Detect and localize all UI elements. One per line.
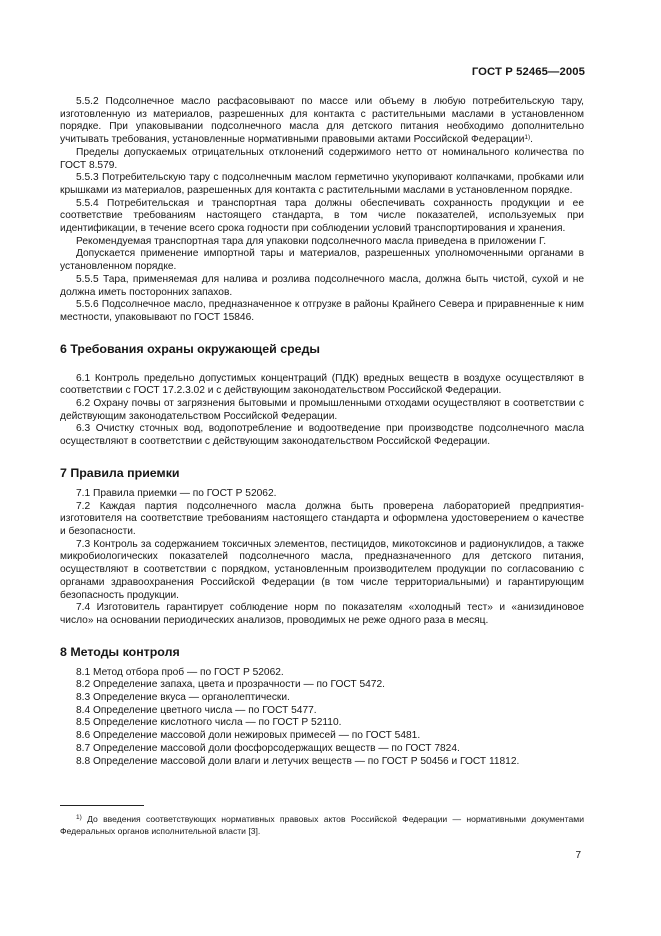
footnote-marker: 1) (76, 814, 82, 821)
paragraph-7-2: 7.2 Каждая партия подсолнечного масла должна быть проверена лабораторией предприятия-изготовителя на соответствие требованиям настоящего стандарта и оформлена удостоверением о качестве и безопасности. (60, 500, 584, 537)
paragraph-5-5-4: 5.5.4 Потребительская и транспортная тара должны обеспечивать сохранность продукции и ее соответствие требованиям настоящего стандарта, в том числе показателей, используемых при идентификации, в течение всего срока годности при соблюдении условий транспортирования и хранения. (60, 197, 584, 235)
list-item-8-6: 8.6 Определение массовой доли нежировых примесей — по ГОСТ 5481. (76, 730, 421, 742)
paragraph-net-tolerance: Пределы допускаемых отрицательных отклонений содержимого нетто от номинального количества по ГОСТ 8.579. (60, 146, 584, 171)
paragraph-imported-container: Допускается применение импортной тары и материалов, разрешенных уполномоченными органами в установленном порядке. (60, 248, 584, 273)
paragraph-6-1: 6.1 Контроль предельно допустимых концентраций (ПДК) вредных веществ в воздухе осуществляют в соответствии с ГОСТ 17.2.3.02 и с действующим законодательством Российской Федерации. (60, 372, 584, 397)
paragraph-6-3: 6.3 Очистку сточных вод, водопотребление и водоотведение при производстве подсолнечного масла осуществляют в соответствии с действующим законодательством Российской Федерации. (60, 423, 584, 448)
footnote-reference: 1) (524, 134, 531, 142)
list-item-8-4: 8.4 Определение цветного числа — по ГОСТ 5477. (76, 704, 317, 716)
paragraph-6-2: 6.2 Охрану почвы от загрязнения бытовыми и промышленными отходами осуществляют в соответствии с действующим законодательством Российской Федерации. (60, 398, 584, 422)
list-item-8-2: 8.2 Определение запаха, цвета и прозрачности — по ГОСТ 5472. (76, 679, 385, 691)
paragraph-text: 5.5.2 Подсолнечное масло расфасовывают по массе или объему в любую потребительскую тару, изготовленную из материалов, разрешенных для контакта с растительными маслами в установленном порядке. При упаковывании подсолнечного масла для детского питания необходимо дополнительно учитывать требования, установленные нормативными правовыми актами Российской Федерации (60, 96, 584, 146)
list-item-8-3: 8.3 Определение вкуса — органолептически. (76, 692, 290, 704)
paragraph-transport-container: Рекомендуемая транспортная тара для упаковки подсолнечного масла приведена в приложении Г. (76, 235, 547, 247)
paragraph-5-5-2 (60, 96, 584, 147)
section-8-heading: 8 Методы контроля (60, 644, 180, 659)
paragraph-end-punct: . (530, 134, 534, 146)
page-body (60, 96, 584, 768)
section-6-heading: 6 Требования охраны окружающей среды (60, 341, 321, 356)
page-number: 7 (575, 850, 581, 861)
list-item-8-7: 8.7 Определение массовой доли фосфорсодержащих веществ — по ГОСТ 7824. (76, 742, 460, 754)
list-item-8-8: 8.8 Определение массовой доли влаги и летучих веществ — по ГОСТ Р 50456 и ГОСТ 11812. (76, 755, 520, 767)
footnote (60, 814, 584, 837)
paragraph-5-5-5: 5.5.5 Тара, применяемая для налива и розлива подсолнечного масла, должна быть чистой, сухой и не должна иметь посторонних запахов. (60, 273, 584, 298)
footnote-text: До введения соответствующих нормативных правовых актов Российской Федерации — нормативными документами Федеральных органов исполнительной власти [3]. (60, 814, 584, 836)
paragraph-7-1: 7.1 Правила приемки — по ГОСТ Р 52062. (76, 487, 277, 499)
list-item-8-1: 8.1 Метод отбора проб — по ГОСТ Р 52062. (76, 666, 284, 678)
paragraph-5-5-6: 5.5.6 Подсолнечное масло, предназначенное к отгрузке в районы Крайнего Севера и приравненные к ним местности, упаковывают по ГОСТ 15846. (60, 299, 584, 323)
paragraph-7-3: 7.3 Контроль за содержанием токсичных элементов, пестицидов, микотоксинов и радионуклидов, а также микробиологических показателей подсолнечного масла, предназначенного для детского питания, осуществляют в соответствии с порядком, установленным производителем продукции по согласованию с органами здравоохранения Российской Федерации (в том числе территориальными) и гарантирующим безопасность продукции. (60, 538, 584, 601)
list-item-8-5: 8.5 Определение кислотного числа — по ГОСТ Р 52110. (76, 717, 342, 729)
document-id-header: ГОСТ Р 52465—2005 (471, 66, 585, 78)
paragraph-5-5-3: 5.5.3 Потребительскую тару с подсолнечным маслом герметично укупоривают колпачками, пробками или крышками из материалов, разрешенных для контакта с растительными маслами в установленном порядке. (60, 172, 584, 196)
paragraph-7-4: 7.4 Изготовитель гарантирует соблюдение норм по показателям «холодный тест» и «анизидиновое число» на основании периодических анализов, проводимых не реже одного раза в месяц. (60, 602, 584, 626)
section-7-heading: 7 Правила приемки (60, 465, 180, 480)
footnote-divider (60, 805, 144, 806)
